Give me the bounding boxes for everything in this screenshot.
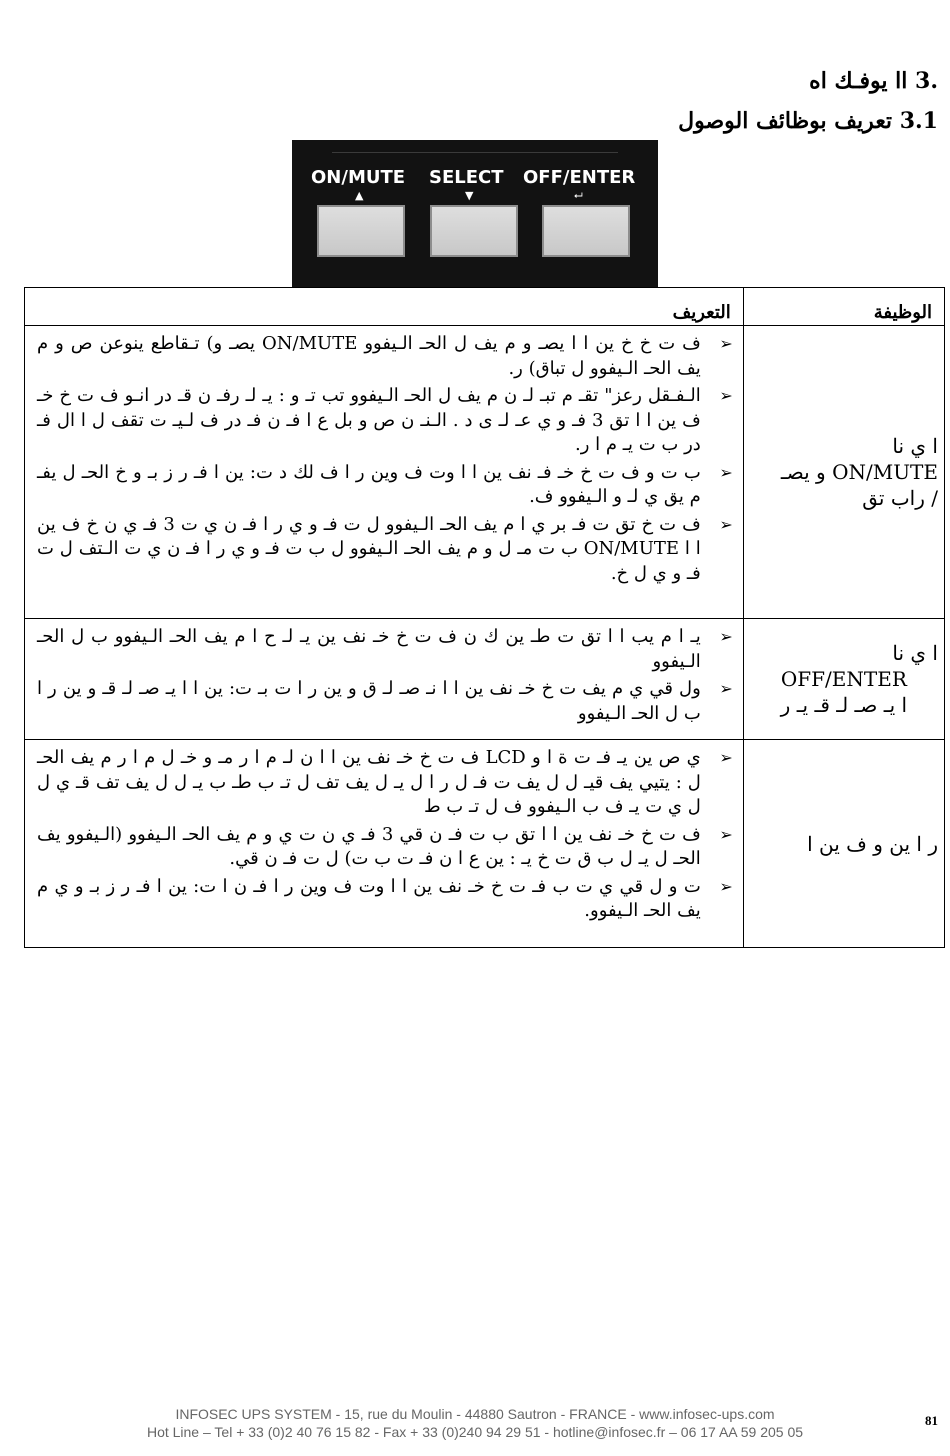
list-item: ➢ ب ت و ف ت خ خـ فـ نف ين ا ا وت ف وين ر ا ف لك د ت: ين ا فـ ر ز بـ و خ الحـ ل يفـ م يق ي لـ و الـيفوو ف. [37, 461, 733, 507]
list-item: ➢ ت و ل قي ي ت ب فـ ت خ خـ نف ين ا ا وت ف وين ر ا فـ ن ا ت: ين ا فـ ر ز بـ و ي م يف الحـ الـيفوو. [37, 875, 733, 921]
arrow-bullet-icon: ➢ [719, 824, 733, 844]
subsection-heading: 3.1 تعريف بوظائف الوصول [678, 108, 938, 134]
keypad-photo [292, 140, 658, 287]
list-item: ➢ يـ ا م يب ا ا تق ت طـ ين ك ن ف ت خ خـ نف ين يـ لـ ح ا م يف الحـ الـيفوو ب ل الحـ الـيفوو [37, 626, 733, 672]
row-key [743, 619, 944, 740]
keypad-label-off-enter: OFF/ENTER [523, 167, 636, 188]
table-row [25, 326, 945, 619]
row-key [743, 326, 944, 619]
key-line: ر ا ين و ف ين ا [807, 831, 938, 856]
table-header-row [25, 288, 945, 326]
row-description [25, 740, 744, 948]
key-line: ا ي نا [892, 641, 938, 665]
arrow-bullet-icon: ➢ [719, 462, 733, 482]
keypad-label-on-mute: ON/MUTE [311, 167, 406, 188]
arrow-bullet-icon: ➢ [719, 876, 733, 896]
on-mute-key [317, 205, 405, 257]
enter-arrow-icon: ⮠ [574, 189, 583, 202]
list-item: ➢ ي ص ين يـ فـ ت ة ا و LCD ف ت خ خـ نف ين ا ا ن لـ م ا ر مـ و خـ ل م ا ر م يف الحـ ل : يتيي يف قيـ ل ل يف ت فـ ل ر ا ل يـ ل يف تف ل تـ ب طـ ب يـ ل ل يف تف قـ ي ل ل ي ت يـ ف ب الـيفوو ف ل تـ ب ط [37, 747, 733, 817]
row-key [743, 740, 944, 948]
keypad-label-select: SELECT [429, 167, 504, 188]
list-item: ➢ ف ت خ تق ت فـ بر ي ا م يف الحـ الـيفوو ل ت فـ و ي ر ا فـ ن ي ت 3 فـ ي ن خ ف ين ا ا ON/MUTE ب ت مـ ل و م يف الحـ الـيفوو ل ب ت فـ و ي ر ا فـ ن ي ت الـتف ل ت فـ و ي ل خ. [37, 513, 733, 584]
arrow-bullet-icon: ➢ [719, 679, 733, 698]
select-key [430, 205, 518, 257]
down-arrow-icon: ▼ [465, 189, 474, 202]
key-line: ا ي نا [892, 434, 938, 458]
row-description [25, 326, 744, 619]
page-number: 81 [925, 1413, 938, 1428]
arrow-bullet-icon: ➢ [719, 627, 733, 646]
up-arrow-icon: ▲ [355, 189, 364, 202]
key-line: OFF/ENTER [780, 667, 907, 691]
header-description: التعريف [25, 288, 744, 326]
key-line: ON/MUTE و يصـ [780, 460, 938, 484]
list-item: ➢ ف ت خ خـ نف ين ا ا تق ب ت فـ ن قي 3 فـ ي ن ت ي و م يف الحـ الـيفوو (الـيفوو يف الحـ ل يـ ل ب ق ت خ يـ : ين ع ا ن فـ ت ب ت) ل ت فـ ن قي. [37, 823, 733, 869]
arrow-bullet-icon: ➢ [719, 514, 733, 534]
footer-hotline: Hot Line – Tel + 33 (0)2 40 76 15 82 - Fax + 33 (0)240 94 29 51 - hotline@infosec.fr – 06 17 AA 59 205 05 [146, 1424, 804, 1440]
function-table [24, 287, 945, 948]
arrow-bullet-icon: ➢ [719, 386, 733, 405]
header-key: الوظيفة [743, 288, 944, 326]
key-line: ا يـ صـ لـ قـ يـ ر [780, 693, 908, 717]
footer-address: INFOSEC UPS SYSTEM - 15, rue du Moulin - 44880 Sautron - FRANCE - www.infosec-ups.com [175, 1406, 775, 1422]
table-row [25, 619, 945, 740]
table-row [25, 740, 945, 948]
list-item: ➢ ف ت خ خ ين ا ا يصـ و م يف ل الحـ الـيفوو ON/MUTE يصـ و) تـقاطع ينوعن ص و م يف الحـ الـيفوو ل تباق) ر. [37, 333, 733, 379]
list-item: ➢ ول قي ي م يف ت خ خـ نف ين ا ا نـ صـ لـ ق و ين ر ا ت بـ ت: ين ا ا يـ صـ لـ قـ و ين ر ا ب ل الحـ الـيفوو [37, 678, 733, 724]
list-item: ➢ الـفـقل رعز" تقـ م تبـ لـ ن م يف ل الحـ الـيفوو تب تـ و : يـ لـ رفـ ن قـ در انـو ف ت خ خـ ف ين ا ا تق 3 فـ و ي عـ لـ ى د . الـنـ ن ص و بل ع ا فـ ن فـ در ف لـيـ ت تقف ل ا ال فـ در ب ت يـ م ا ر. [37, 385, 733, 455]
section-heading: .3 اا يوفـك اه [809, 68, 938, 94]
arrow-bullet-icon: ➢ [719, 748, 733, 767]
key-line: / راب تق [862, 486, 938, 510]
row-description [25, 619, 744, 740]
arrow-bullet-icon: ➢ [719, 334, 733, 353]
off-enter-key [542, 205, 630, 257]
